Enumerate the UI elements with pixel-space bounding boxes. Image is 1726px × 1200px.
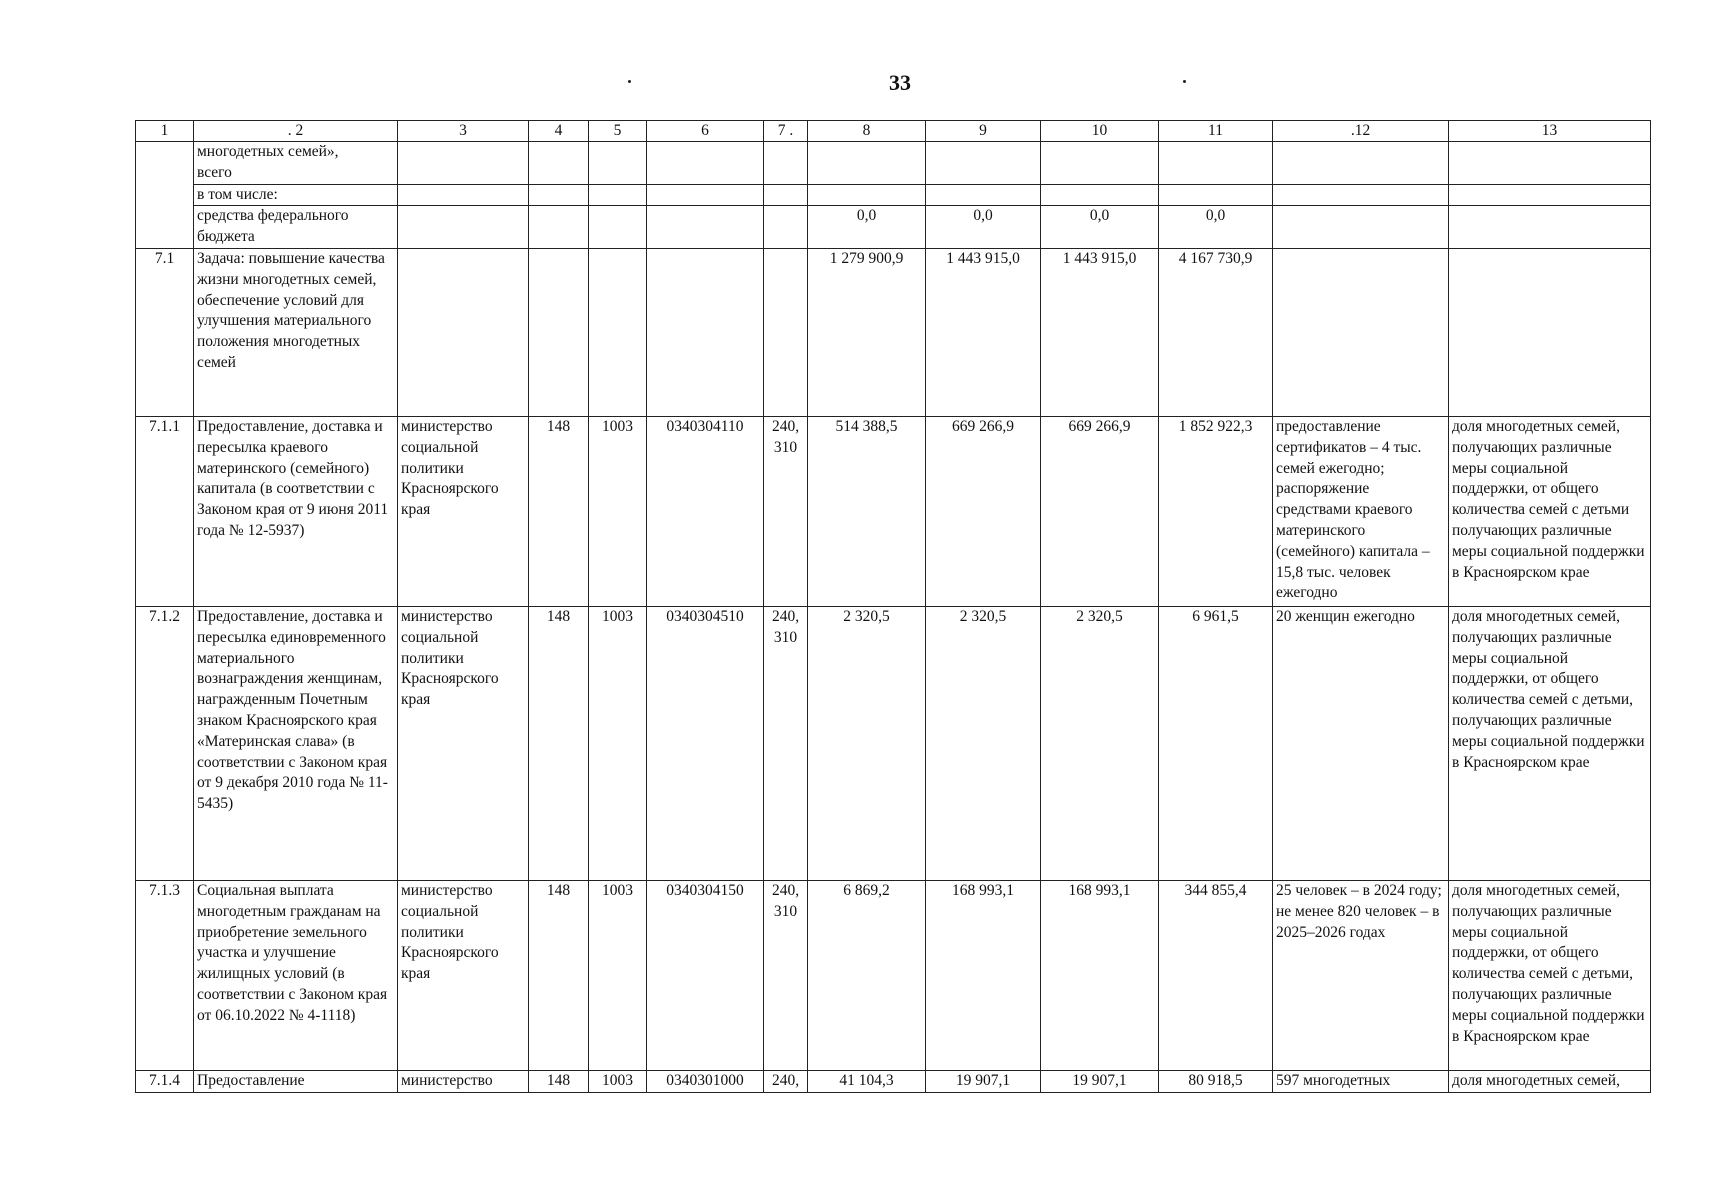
cell-num: 7.1.1 [136, 416, 194, 606]
cell-rzpr: 1003 [589, 1070, 647, 1092]
cell-total: 0,0 [1159, 206, 1273, 249]
cell-indicator: доля многодетных семей, получающих различные меры социальной поддержки, от общего количества семей с детьми, получающих различные меры социальной поддержки в Красноярском крае [1449, 606, 1651, 880]
cell-total: 344 855,4 [1159, 880, 1273, 1070]
table-row [136, 880, 1651, 1070]
cell-empty [589, 184, 647, 206]
cell-empty [926, 142, 1041, 185]
cell-name: в том числе: [194, 184, 398, 206]
cell-rzpr: 1003 [589, 416, 647, 606]
cell-empty [764, 184, 808, 206]
cell-2026: 0,0 [1041, 206, 1159, 249]
cell-empty [647, 184, 764, 206]
cell-empty [589, 206, 647, 249]
continuation-federal-row [136, 206, 1651, 249]
cell-name: Предоставление [194, 1070, 398, 1092]
name-line: многодетных семей», [197, 143, 339, 160]
cell-num: 7.1.4 [136, 1070, 194, 1092]
cell-grbs: 148 [529, 416, 589, 606]
column-number: 6 [647, 121, 764, 142]
cell-empty [647, 206, 764, 249]
column-number: 1 [136, 121, 194, 142]
cell-executor: министерство [398, 1070, 529, 1092]
cell-empty [764, 142, 808, 185]
cell-empty [398, 184, 529, 206]
cell-empty [1273, 184, 1449, 206]
cell-rzpr: 1003 [589, 880, 647, 1070]
cell-num-empty [136, 142, 194, 249]
cell-indicator: доля многодетных семей, получающих различные меры социальной поддержки, от общего количества семей с детьми получающих различные меры социальной поддержки в Красноярском крае [1449, 416, 1651, 606]
cell-empty [1449, 184, 1651, 206]
cell-csr: 0340301000 [647, 1070, 764, 1092]
cell-2025: 1 443 915,0 [926, 248, 1041, 416]
program-activities-table [135, 120, 1651, 1093]
cell-total: 6 961,5 [1159, 606, 1273, 880]
column-number: . 2 [194, 121, 398, 142]
table-row [136, 416, 1651, 606]
cell-grbs: 148 [529, 1070, 589, 1092]
cell-empty [589, 142, 647, 185]
cell-vr: 240, 310 [764, 880, 808, 1070]
cell-executor: министерство социальной политики Красноярского края [398, 880, 529, 1070]
cell-2025: 19 907,1 [926, 1070, 1041, 1092]
cell-executor: министерство социальной политики Красноярского края [398, 416, 529, 606]
cell-name [194, 142, 398, 185]
cell-empty [1159, 184, 1273, 206]
cell-result: предоставление сертификатов – 4 тыс. семей ежегодно; распоряжение средствами краевого материнского (семейного) капитала – 15,8 тыс. человек ежегодно [1273, 416, 1449, 606]
cell-empty [398, 206, 529, 249]
cell-name: Предоставление, доставка и пересылка краевого материнского (семейного) капитала (в соответствии с Законом края от 9 июня 2011 года № 12-5937) [194, 416, 398, 606]
continuation-total-row [136, 142, 1651, 185]
cell-indicator [1449, 248, 1651, 416]
cell-2024: 41 104,3 [808, 1070, 926, 1092]
cell-2025: 168 993,1 [926, 880, 1041, 1070]
column-number: 8 [808, 121, 926, 142]
cell-vr [764, 248, 808, 416]
cell-2024: 2 320,5 [808, 606, 926, 880]
cell-csr [647, 248, 764, 416]
cell-num: 7.1 [136, 248, 194, 416]
table-row [136, 1070, 1651, 1092]
cell-vr: 240, 310 [764, 606, 808, 880]
cell-2026: 1 443 915,0 [1041, 248, 1159, 416]
cell-2025: 669 266,9 [926, 416, 1041, 606]
cell-empty [398, 142, 529, 185]
column-number: 13 [1449, 121, 1651, 142]
column-number: 11 [1159, 121, 1273, 142]
cell-2026: 168 993,1 [1041, 880, 1159, 1070]
column-numbers-row [136, 121, 1651, 142]
cell-grbs: 148 [529, 880, 589, 1070]
cell-result: 25 человек – в 2024 году; не менее 820 человек – в 2025–2026 годах [1273, 880, 1449, 1070]
cell-2026: 2 320,5 [1041, 606, 1159, 880]
cell-empty [1041, 142, 1159, 185]
cell-2026: 19 907,1 [1041, 1070, 1159, 1092]
cell-empty [529, 184, 589, 206]
cell-2024: 1 279 900,9 [808, 248, 926, 416]
column-number: 4 [529, 121, 589, 142]
page-number: 33 [889, 70, 911, 95]
cell-empty [529, 206, 589, 249]
cell-name: Предоставление, доставка и пересылка единовременного материального вознаграждения женщинам, награжденным Почетным знаком Красноярского края «Материнская слава» (в соответствии с Законом края от 9 декабря 2010 года № 11-5435) [194, 606, 398, 880]
cell-2024: 0,0 [808, 206, 926, 249]
column-number: 5 [589, 121, 647, 142]
cell-vr: 240, [764, 1070, 808, 1092]
column-number: .12 [1273, 121, 1449, 142]
cell-csr: 0340304150 [647, 880, 764, 1070]
cell-name: Задача: повышение качества жизни многодетных семей, обеспечение условий для улучшения материального положения многодетных семей [194, 248, 398, 416]
cell-2024: 6 869,2 [808, 880, 926, 1070]
cell-total: 4 167 730,9 [1159, 248, 1273, 416]
cell-vr: 240, 310 [764, 416, 808, 606]
cell-empty [1159, 142, 1273, 185]
cell-empty [1449, 142, 1651, 185]
cell-empty [1273, 142, 1449, 185]
cell-2025: 2 320,5 [926, 606, 1041, 880]
column-number: 7 . [764, 121, 808, 142]
cell-2024: 514 388,5 [808, 416, 926, 606]
cell-grbs: 148 [529, 606, 589, 880]
cell-empty [1449, 206, 1651, 249]
name-line: всего [197, 163, 232, 181]
cell-empty [808, 184, 926, 206]
cell-empty [764, 206, 808, 249]
cell-num: 7.1.3 [136, 880, 194, 1070]
cell-csr: 0340304110 [647, 416, 764, 606]
cell-empty [808, 142, 926, 185]
cell-total: 1 852 922,3 [1159, 416, 1273, 606]
cell-empty [1273, 206, 1449, 249]
cell-rzpr: 1003 [589, 606, 647, 880]
continuation-including-row [136, 184, 1651, 206]
cell-name: Социальная выплата многодетным гражданам на приобретение земельного участка и улучшение жилищных условий (в соответствии с Законом края от 06.10.2022 № 4-1118) [194, 880, 398, 1070]
cell-2025: 0,0 [926, 206, 1041, 249]
column-number: 9 [926, 121, 1041, 142]
cell-num: 7.1.2 [136, 606, 194, 880]
cell-executor: министерство социальной политики Красноярского края [398, 606, 529, 880]
cell-grbs [529, 248, 589, 416]
cell-result: 20 женщин ежегодно [1273, 606, 1449, 880]
cell-empty [647, 142, 764, 185]
cell-indicator: доля многодетных семей, [1449, 1070, 1651, 1092]
cell-empty [926, 184, 1041, 206]
cell-csr: 0340304510 [647, 606, 764, 880]
column-number: 3 [398, 121, 529, 142]
scan-speck [1183, 80, 1186, 83]
cell-result [1273, 248, 1449, 416]
cell-total: 80 918,5 [1159, 1070, 1273, 1092]
cell-2026: 669 266,9 [1041, 416, 1159, 606]
cell-empty [529, 142, 589, 185]
cell-executor [398, 248, 529, 416]
cell-rzpr [589, 248, 647, 416]
table-row [136, 248, 1651, 416]
table-row [136, 606, 1651, 880]
scan-speck [628, 80, 631, 83]
cell-empty [1041, 184, 1159, 206]
cell-name: средства федерального бюджета [194, 206, 398, 249]
column-number: 10 [1041, 121, 1159, 142]
cell-result: 597 многодетных [1273, 1070, 1449, 1092]
cell-indicator: доля многодетных семей, получающих различные меры социальной поддержки, от общего количества семей с детьми, получающих различные меры социальной поддержки в Красноярском крае [1449, 880, 1651, 1070]
